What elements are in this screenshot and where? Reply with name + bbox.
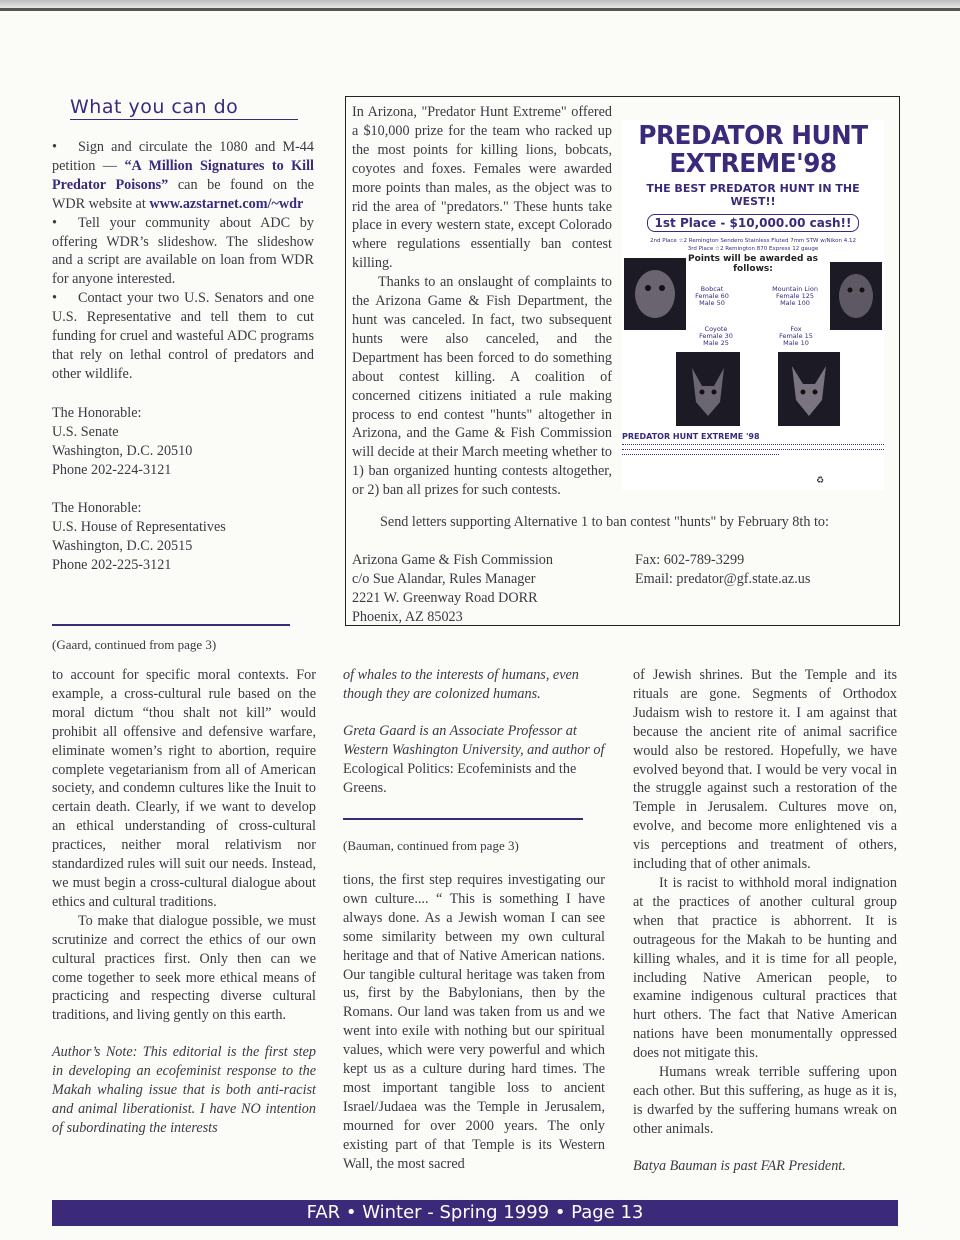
fox-photo [778, 352, 840, 426]
what-you-can-do-column [52, 138, 314, 575]
authors-note-continued: of whales to the interests of humans, even though they are colonized humans. [343, 667, 579, 702]
bobcat-photo [624, 258, 686, 330]
ad-subtitle: THE BEST PREDATOR HUNT IN THE WEST!! [646, 182, 860, 208]
bullet-contact-senators: • Contact your two U.S. Senators and one U.S. Representative and tell them to cut funding for cruel and wasteful ADC programs that rely on lethal control of predators and other wildlife. [52, 289, 314, 384]
bullet-petition: • Sign and circulate the 1080 and M-44 petition — “A Million Signatures to Kill Predator Poisons” can be found on the WDR website at www.azstarnet.com/~wdr [52, 138, 314, 214]
senate-address: The Honorable: U.S. Senate Washington, D.C. 20510 Phone 202-224-3121 [52, 404, 193, 478]
page-footer: FAR • Winter - Spring 1999 • Page 13 [52, 1200, 898, 1226]
bauman-para3: It is racist to withhold moral indignation at the practices of another cultural group when that practice is abhorrent. It is outrageous for the Makah to be hunting and killing whales, and it is time for all people, including Native American people, to examine indigenous cultural practices that hurt others. The fact that Native American nations have been monumentally oppressed does not mitigate this. [633, 874, 897, 1062]
bauman-para1: tions, the first step requires investigating our own culture.... “ This is something I have always done. As a Jewish woman I can see some similarity between my own cultural heritage and that of Native American nations. Our tangible cultural heritage was taken from us, first by the Babylonians, then by the Romans. Our land was taken from us and we went into exile with nothing but our spiritual values, which were very powerful and which kept us as a culture during hard times. The most important tangible loss to ancient Israel/Judaea was the Temple in Jerusalem, mourned for over 2000 years. The only existing part of that Temple is its Western Wall, the most sacred [343, 872, 605, 1172]
heading-underline [70, 119, 298, 120]
fax-number: Fax: 602-789-3299 [635, 552, 745, 568]
bauman-bio: Batya Bauman is past FAR President. [633, 1157, 846, 1174]
gaard-column [52, 666, 316, 1138]
mountain-lion-photo [830, 262, 882, 330]
house-address: The Honorable: U.S. House of Representatives Washington, D.C. 20515 Phone 202-225-3121 [52, 500, 226, 574]
mountain-lion-points: Mountain Lion Female 125 Male 100 [772, 285, 818, 307]
petition-title: “A Million Signatures to Kill Predator Poisons” [52, 157, 314, 193]
arizona-para2: Thanks to an onslaught of complaints to the Arizona Game & Fish Department, the hunt was canceled. In fact, two subsequent hunts were also canceled, and the Department has been forced to do something about contest killing. A coalition of concerned citizens initiated a rule making process to end contest "hunts" altogether in Arizona, and the Game & Fish Commission will decide at their March meeting whether to 1) ban organized hunting contests altogether, or 2) ban all prizes for such contests. [352, 274, 612, 499]
ad-second-place: 2nd Place ☆2 Remington Sendero Stainless Fluted 7mm STW w/Nikon 4.12 [649, 238, 857, 244]
bobcat-points: Bobcat Female 60 Male 50 [695, 285, 729, 307]
ad-first-place: 1st Place - $10,000.00 cash!! [647, 214, 859, 232]
bullet-slideshow: • Tell your community about ADC by offering WDR’s slideshow. The slideshow and a script are available on loan from WDR for anyone interested. [52, 214, 314, 290]
ad-third-place: 3rd Place ☆2 Remington 870 Express 12 gauge [687, 246, 819, 252]
bauman-column-1 [343, 871, 605, 1174]
arizona-text [352, 103, 612, 500]
gaard-para1: to account for specific moral contexts. For example, a cross-cultural rule based on the moral dictum “thou shalt not kill” would prohibit all offensive and defensive warfare, eliminate women’s right to abortion, require complete vegetarianism from all of American society, and condemn cultures like the Inuit to certain death. Clearly, if we want to develop an ethical understanding of cross-cultural practices, neither moral relativism nor standardized rules will suit our needs. Instead, we must begin a cross-cultural dialogue about ethics and cultural traditions. [52, 667, 316, 910]
email-address[interactable]: Email: predator@gf.state.az.us [635, 570, 811, 587]
gaard-continued-label: (Gaard, continued from page 3) [52, 637, 217, 652]
divider-rule [52, 624, 290, 626]
bauman-continued-label: (Bauman, continued from page 3) [343, 838, 519, 853]
send-letters: Send letters supporting Alternative 1 to ban contest "hunts" by February 8th to: [380, 514, 829, 530]
ad-title: PREDATOR HUNT EXTREME'98 [638, 121, 868, 179]
coyote-points: Coyote Female 30 Male 25 [699, 325, 733, 347]
arizona-para1: In Arizona, "Predator Hunt Extreme" offered a $10,000 prize for the team who racked up the most points for killing lions, bobcats, coyotes and foxes. Females were awarded more points than males, as the object was to rid the area of "predators." These hunts take place in every western state, except Colorado where regulations essentially ban contest killing. [352, 104, 612, 272]
coyote-photo [676, 352, 740, 426]
points-heading: Points will be awarded as follows: [688, 254, 818, 274]
scan-top-border [0, 8, 960, 11]
gaard-para2: To make that dialogue possible, we must scrutinize and correct the ethics of our own cultural practices first. Only then can we come together to seek more ethical means of practicing and respecting diverse cultural traditions, and living gently on this earth. [52, 912, 316, 1024]
bauman-para2: of Jewish shrines. But the Temple and its rituals are gone. Segments of Orthodox Judaism wish to restore it. I am against that because the ancient rite of animal sacrifice would also be restored. Hopefully, we have evolved beyond that. I would be very vocal in the struggle against such a restoration of the Temple in Jerusalem. Cultures move on, evolve, and become more enlightened vis a vis perceptions and treatment of others, including that of other animals. [633, 667, 897, 873]
predator-hunt-ad [622, 120, 884, 490]
middle-column-top [343, 666, 607, 797]
recycle-icon: ♻ [816, 476, 825, 486]
bauman-column-2 [633, 666, 897, 1176]
bauman-para4: Humans wreak terrible suffering upon each other. But this suffering, as huge as it is, is dwarfed by the suffering humans wreak on other animals. [633, 1064, 897, 1137]
contact-info [635, 551, 885, 589]
authors-note: Author’s Note: This editorial is the first step in developing an ecofeminist response to the Makah whaling issue that is both anti-racist and animal liberationist. I have NO intention of subordinating the interests [52, 1044, 316, 1136]
fox-points: Fox Female 15 Male 10 [779, 325, 813, 347]
ad-footer: PREDATOR HUNT EXTREME '98 [622, 434, 884, 459]
what-you-can-do-heading: What you can do [70, 96, 239, 118]
wdr-website-link[interactable]: www.azstarnet.com/~wdr [149, 195, 304, 212]
divider-rule-2 [343, 818, 583, 820]
commission-address: Arizona Game & Fish Commission c/o Sue Alandar, Rules Manager 2221 W. Greenway Road DORR Phoenix, AZ 85023 [352, 552, 553, 625]
gaard-bio: Greta Gaard is an Associate Professor at Western Washington University, and author of Ecological Politics: Ecofeminists and the Greens. [343, 722, 605, 796]
